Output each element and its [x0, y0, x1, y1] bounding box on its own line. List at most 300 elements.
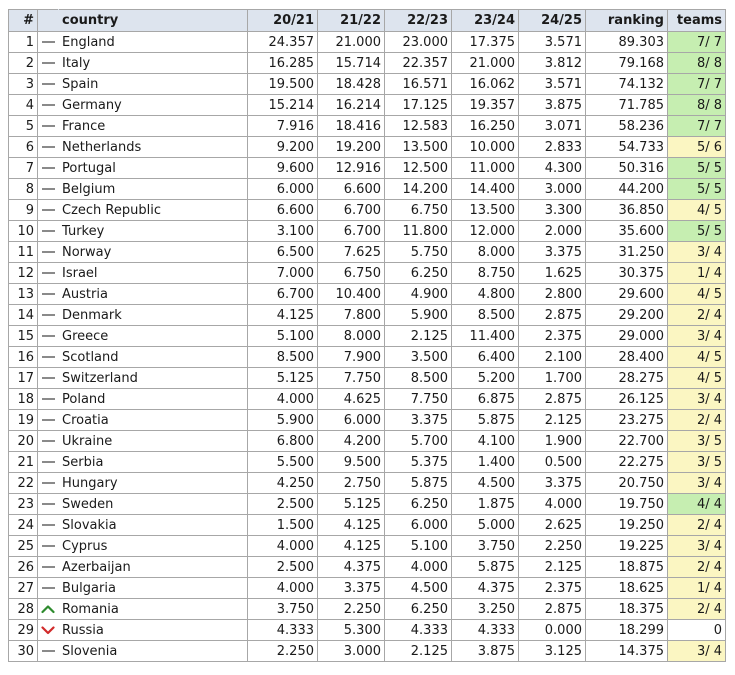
teams-cell: 8/ 8 — [668, 53, 726, 74]
unchanged-dash-icon — [42, 335, 55, 337]
table-row[interactable] — [9, 179, 726, 200]
rank-cell: 14 — [9, 305, 38, 326]
season-score-cell: 6.400 — [452, 347, 519, 368]
season-score-cell: 16.250 — [452, 116, 519, 137]
season-score-cell: 12.916 — [318, 158, 385, 179]
unchanged-dash-icon — [42, 524, 55, 526]
season-score-cell: 3.571 — [519, 32, 586, 53]
season-score-cell: 16.571 — [385, 74, 452, 95]
season-score-cell: 3.125 — [519, 641, 586, 662]
header-season-2223[interactable]: 22/23 — [385, 10, 452, 32]
ranking-cell: 89.303 — [586, 32, 668, 53]
season-score-cell: 6.250 — [385, 494, 452, 515]
season-score-cell: 3.000 — [519, 179, 586, 200]
header-teams[interactable]: teams — [668, 10, 726, 32]
table-body — [9, 32, 726, 662]
season-score-cell: 13.500 — [452, 200, 519, 221]
unchanged-dash-icon — [42, 293, 55, 295]
season-score-cell: 7.900 — [318, 347, 385, 368]
season-score-cell: 6.875 — [452, 389, 519, 410]
season-score-cell: 6.750 — [385, 200, 452, 221]
country-cell[interactable]: Romania — [59, 599, 248, 620]
rank-cell: 30 — [9, 641, 38, 662]
teams-cell: 2/ 4 — [668, 599, 726, 620]
rank-cell: 9 — [9, 200, 38, 221]
table-row[interactable] — [9, 200, 726, 221]
season-score-cell: 18.428 — [318, 74, 385, 95]
season-score-cell: 6.000 — [318, 410, 385, 431]
country-cell[interactable]: Czech Republic — [59, 200, 248, 221]
season-score-cell: 8.750 — [452, 263, 519, 284]
season-score-cell: 11.800 — [385, 221, 452, 242]
season-score-cell: 7.000 — [248, 263, 318, 284]
trend-cell — [38, 494, 59, 515]
season-score-cell: 3.250 — [452, 599, 519, 620]
season-score-cell: 6.800 — [248, 431, 318, 452]
rank-cell: 4 — [9, 95, 38, 116]
teams-cell: 2/ 4 — [668, 515, 726, 536]
season-score-cell: 6.700 — [318, 221, 385, 242]
season-score-cell: 6.600 — [248, 200, 318, 221]
ranking-cell: 20.750 — [586, 473, 668, 494]
teams-cell: 5/ 5 — [668, 221, 726, 242]
season-score-cell: 12.000 — [452, 221, 519, 242]
season-score-cell: 2.500 — [248, 557, 318, 578]
season-score-cell: 4.125 — [248, 305, 318, 326]
season-score-cell: 4.125 — [318, 536, 385, 557]
country-cell[interactable]: Bulgaria — [59, 578, 248, 599]
ranking-cell: 19.250 — [586, 515, 668, 536]
teams-cell: 3/ 5 — [668, 431, 726, 452]
rank-cell: 21 — [9, 452, 38, 473]
season-score-cell: 4.500 — [452, 473, 519, 494]
unchanged-dash-icon — [42, 314, 55, 316]
table-row[interactable] — [9, 305, 726, 326]
season-score-cell: 9.600 — [248, 158, 318, 179]
rank-cell: 24 — [9, 515, 38, 536]
season-score-cell: 3.500 — [385, 347, 452, 368]
unchanged-dash-icon — [42, 83, 55, 85]
season-score-cell: 4.000 — [248, 536, 318, 557]
season-score-cell: 17.125 — [385, 95, 452, 116]
season-score-cell: 5.100 — [248, 326, 318, 347]
season-score-cell: 2.000 — [519, 221, 586, 242]
rank-cell: 22 — [9, 473, 38, 494]
season-score-cell: 10.400 — [318, 284, 385, 305]
country-cell[interactable]: Portugal — [59, 158, 248, 179]
season-score-cell: 4.000 — [248, 389, 318, 410]
country-cell[interactable]: Ukraine — [59, 431, 248, 452]
ranking-cell: 29.000 — [586, 326, 668, 347]
season-score-cell: 8.000 — [318, 326, 385, 347]
teams-cell: 8/ 8 — [668, 95, 726, 116]
country-cell[interactable]: Denmark — [59, 305, 248, 326]
season-score-cell: 4.000 — [385, 557, 452, 578]
teams-cell: 4/ 4 — [668, 494, 726, 515]
trend-cell — [38, 116, 59, 137]
season-score-cell: 4.200 — [318, 431, 385, 452]
header-season-2021[interactable]: 20/21 — [248, 10, 318, 32]
season-score-cell: 19.200 — [318, 137, 385, 158]
country-cell[interactable]: Austria — [59, 284, 248, 305]
season-score-cell: 7.800 — [318, 305, 385, 326]
table-row[interactable] — [9, 494, 726, 515]
season-score-cell: 3.875 — [452, 641, 519, 662]
season-score-cell: 4.333 — [248, 620, 318, 641]
ranking-cell: 54.733 — [586, 137, 668, 158]
season-score-cell: 9.200 — [248, 137, 318, 158]
season-score-cell: 8.000 — [452, 242, 519, 263]
season-score-cell: 8.500 — [452, 305, 519, 326]
header-country[interactable]: country — [59, 10, 248, 32]
season-score-cell: 8.500 — [385, 368, 452, 389]
country-cell[interactable]: Croatia — [59, 410, 248, 431]
ranking-cell: 18.875 — [586, 557, 668, 578]
trend-cell — [38, 32, 59, 53]
season-score-cell: 1.400 — [452, 452, 519, 473]
country-cell[interactable]: Spain — [59, 74, 248, 95]
season-score-cell: 3.571 — [519, 74, 586, 95]
country-cell[interactable]: Slovakia — [59, 515, 248, 536]
season-score-cell: 1.900 — [519, 431, 586, 452]
table-row[interactable] — [9, 515, 726, 536]
season-score-cell: 2.500 — [248, 494, 318, 515]
season-score-cell: 2.875 — [519, 389, 586, 410]
trend-cell — [38, 557, 59, 578]
rank-cell: 12 — [9, 263, 38, 284]
table-row[interactable] — [9, 221, 726, 242]
ranking-cell: 22.275 — [586, 452, 668, 473]
ranking-cell: 35.600 — [586, 221, 668, 242]
season-score-cell: 2.375 — [519, 578, 586, 599]
table-row[interactable] — [9, 53, 726, 74]
table-row[interactable] — [9, 74, 726, 95]
table-row[interactable] — [9, 389, 726, 410]
ranking-cell: 14.375 — [586, 641, 668, 662]
unchanged-dash-icon — [42, 125, 55, 127]
trend-cell — [38, 284, 59, 305]
season-score-cell: 5.900 — [385, 305, 452, 326]
season-score-cell: 15.214 — [248, 95, 318, 116]
trend-cell — [38, 599, 59, 620]
season-score-cell: 7.625 — [318, 242, 385, 263]
season-score-cell: 2.375 — [519, 326, 586, 347]
season-score-cell: 2.250 — [248, 641, 318, 662]
country-cell[interactable]: France — [59, 116, 248, 137]
season-score-cell: 5.200 — [452, 368, 519, 389]
teams-cell: 2/ 4 — [668, 305, 726, 326]
ranking-cell: 18.299 — [586, 620, 668, 641]
ranking-cell: 28.400 — [586, 347, 668, 368]
season-score-cell: 1.700 — [519, 368, 586, 389]
table-row[interactable] — [9, 32, 726, 53]
unchanged-dash-icon — [42, 146, 55, 148]
season-score-cell: 3.375 — [519, 242, 586, 263]
teams-cell: 2/ 4 — [668, 557, 726, 578]
unchanged-dash-icon — [42, 419, 55, 421]
country-cell[interactable]: Turkey — [59, 221, 248, 242]
trend-cell — [38, 431, 59, 452]
teams-cell: 4/ 5 — [668, 347, 726, 368]
ranking-cell: 50.316 — [586, 158, 668, 179]
season-score-cell: 5.125 — [318, 494, 385, 515]
teams-cell: 3/ 4 — [668, 389, 726, 410]
trend-cell — [38, 452, 59, 473]
season-score-cell: 2.750 — [318, 473, 385, 494]
season-score-cell: 2.100 — [519, 347, 586, 368]
season-score-cell: 4.900 — [385, 284, 452, 305]
season-score-cell: 2.125 — [519, 410, 586, 431]
season-score-cell: 3.375 — [385, 410, 452, 431]
unchanged-dash-icon — [42, 188, 55, 190]
table-row[interactable] — [9, 95, 726, 116]
trend-cell — [38, 368, 59, 389]
trend-cell — [38, 620, 59, 641]
rank-cell: 6 — [9, 137, 38, 158]
season-score-cell: 3.375 — [519, 473, 586, 494]
season-score-cell: 6.700 — [248, 284, 318, 305]
teams-cell: 7/ 7 — [668, 74, 726, 95]
unchanged-dash-icon — [42, 251, 55, 253]
country-cell[interactable]: Slovenia — [59, 641, 248, 662]
rank-cell: 20 — [9, 431, 38, 452]
country-cell[interactable]: Netherlands — [59, 137, 248, 158]
trend-cell — [38, 578, 59, 599]
season-score-cell: 6.250 — [385, 599, 452, 620]
teams-cell: 5/ 5 — [668, 158, 726, 179]
unchanged-dash-icon — [42, 503, 55, 505]
rank-cell: 15 — [9, 326, 38, 347]
trend-cell — [38, 53, 59, 74]
ranking-cell: 31.250 — [586, 242, 668, 263]
season-score-cell: 0.000 — [519, 620, 586, 641]
season-score-cell: 3.071 — [519, 116, 586, 137]
season-score-cell: 4.375 — [318, 557, 385, 578]
rank-cell: 10 — [9, 221, 38, 242]
season-score-cell: 6.000 — [385, 515, 452, 536]
season-score-cell: 4.300 — [519, 158, 586, 179]
teams-cell: 5/ 5 — [668, 179, 726, 200]
table-row[interactable] — [9, 452, 726, 473]
ranking-cell: 19.225 — [586, 536, 668, 557]
season-score-cell: 3.100 — [248, 221, 318, 242]
table-row[interactable] — [9, 326, 726, 347]
header-season-2425[interactable]: 24/25 — [519, 10, 586, 32]
country-cell[interactable]: Scotland — [59, 347, 248, 368]
teams-cell: 5/ 6 — [668, 137, 726, 158]
season-score-cell: 4.500 — [385, 578, 452, 599]
season-score-cell: 3.750 — [248, 599, 318, 620]
header-ranking[interactable]: ranking — [586, 10, 668, 32]
trend-cell — [38, 179, 59, 200]
country-cell[interactable]: Hungary — [59, 473, 248, 494]
season-score-cell: 5.875 — [452, 410, 519, 431]
country-cell[interactable]: Greece — [59, 326, 248, 347]
season-score-cell: 6.600 — [318, 179, 385, 200]
country-cell[interactable]: Norway — [59, 242, 248, 263]
country-cell[interactable]: Israel — [59, 263, 248, 284]
ranking-cell: 26.125 — [586, 389, 668, 410]
country-cell[interactable]: Switzerland — [59, 368, 248, 389]
unchanged-dash-icon — [42, 167, 55, 169]
trend-cell — [38, 263, 59, 284]
country-cell[interactable]: Belgium — [59, 179, 248, 200]
header-season-2324[interactable]: 23/24 — [452, 10, 519, 32]
header-season-2122[interactable]: 21/22 — [318, 10, 385, 32]
season-score-cell: 2.125 — [519, 557, 586, 578]
country-cell[interactable]: Cyprus — [59, 536, 248, 557]
season-score-cell: 4.000 — [248, 578, 318, 599]
table-row[interactable] — [9, 641, 726, 662]
season-score-cell: 6.250 — [385, 263, 452, 284]
season-score-cell: 19.357 — [452, 95, 519, 116]
season-score-cell: 5.000 — [452, 515, 519, 536]
rank-cell: 5 — [9, 116, 38, 137]
season-score-cell: 5.300 — [318, 620, 385, 641]
ranking-cell: 58.236 — [586, 116, 668, 137]
season-score-cell: 2.833 — [519, 137, 586, 158]
season-score-cell: 5.125 — [248, 368, 318, 389]
country-cell[interactable]: England — [59, 32, 248, 53]
table-row[interactable] — [9, 431, 726, 452]
trend-cell — [38, 137, 59, 158]
country-cell[interactable]: Azerbaijan — [59, 557, 248, 578]
ranking-cell: 22.700 — [586, 431, 668, 452]
teams-cell: 0 — [668, 620, 726, 641]
teams-cell: 1/ 4 — [668, 578, 726, 599]
table-row[interactable] — [9, 368, 726, 389]
table-row[interactable] — [9, 410, 726, 431]
rank-cell: 13 — [9, 284, 38, 305]
season-score-cell: 14.200 — [385, 179, 452, 200]
trend-cell — [38, 641, 59, 662]
table-row[interactable] — [9, 620, 726, 641]
teams-cell: 4/ 5 — [668, 284, 726, 305]
unchanged-dash-icon — [42, 62, 55, 64]
ranking-cell: 28.275 — [586, 368, 668, 389]
country-cell[interactable]: Sweden — [59, 494, 248, 515]
season-score-cell: 3.375 — [318, 578, 385, 599]
trend-cell — [38, 473, 59, 494]
table-row[interactable] — [9, 137, 726, 158]
season-score-cell: 9.500 — [318, 452, 385, 473]
unchanged-dash-icon — [42, 230, 55, 232]
season-score-cell: 10.000 — [452, 137, 519, 158]
ranking-cell: 23.275 — [586, 410, 668, 431]
season-score-cell: 5.875 — [452, 557, 519, 578]
season-score-cell: 19.500 — [248, 74, 318, 95]
ranking-cell: 18.625 — [586, 578, 668, 599]
rank-cell: 26 — [9, 557, 38, 578]
table-row[interactable] — [9, 347, 726, 368]
season-score-cell: 1.625 — [519, 263, 586, 284]
season-score-cell: 3.750 — [452, 536, 519, 557]
season-score-cell: 6.000 — [248, 179, 318, 200]
unchanged-dash-icon — [42, 377, 55, 379]
trend-cell — [38, 95, 59, 116]
table-row[interactable] — [9, 263, 726, 284]
season-score-cell: 8.500 — [248, 347, 318, 368]
country-cell[interactable]: Poland — [59, 389, 248, 410]
unchanged-dash-icon — [42, 440, 55, 442]
ranking-cell: 71.785 — [586, 95, 668, 116]
table-row[interactable] — [9, 536, 726, 557]
ranking-table-container — [8, 9, 726, 662]
season-score-cell: 15.714 — [318, 53, 385, 74]
season-score-cell: 13.500 — [385, 137, 452, 158]
country-cell[interactable]: Germany — [59, 95, 248, 116]
season-score-cell: 21.000 — [452, 53, 519, 74]
season-score-cell: 18.416 — [318, 116, 385, 137]
trend-cell — [38, 515, 59, 536]
teams-cell: 7/ 7 — [668, 32, 726, 53]
table-row[interactable] — [9, 116, 726, 137]
rank-cell: 29 — [9, 620, 38, 641]
season-score-cell: 4.800 — [452, 284, 519, 305]
unchanged-dash-icon — [42, 650, 55, 652]
country-cell[interactable]: Italy — [59, 53, 248, 74]
teams-cell: 4/ 5 — [668, 368, 726, 389]
ranking-cell: 36.850 — [586, 200, 668, 221]
rank-cell: 19 — [9, 410, 38, 431]
table-row[interactable] — [9, 557, 726, 578]
ranking-cell: 79.168 — [586, 53, 668, 74]
table-header-row — [9, 10, 726, 32]
trend-cell — [38, 242, 59, 263]
trend-cell — [38, 389, 59, 410]
trend-cell — [38, 200, 59, 221]
teams-cell: 4/ 5 — [668, 200, 726, 221]
table-row[interactable] — [9, 158, 726, 179]
season-score-cell: 3.000 — [318, 641, 385, 662]
ranking-cell: 29.200 — [586, 305, 668, 326]
trend-cell — [38, 347, 59, 368]
season-score-cell: 2.250 — [318, 599, 385, 620]
season-score-cell: 23.000 — [385, 32, 452, 53]
teams-cell: 3/ 4 — [668, 326, 726, 347]
season-score-cell: 7.750 — [385, 389, 452, 410]
unchanged-dash-icon — [42, 209, 55, 211]
rank-cell: 18 — [9, 389, 38, 410]
season-score-cell: 16.062 — [452, 74, 519, 95]
season-score-cell: 1.500 — [248, 515, 318, 536]
country-cell[interactable]: Serbia — [59, 452, 248, 473]
table-row[interactable] — [9, 242, 726, 263]
ranking-cell: 30.375 — [586, 263, 668, 284]
table-row[interactable] — [9, 473, 726, 494]
season-score-cell: 4.333 — [385, 620, 452, 641]
season-score-cell: 22.357 — [385, 53, 452, 74]
country-cell[interactable]: Russia — [59, 620, 248, 641]
trend-cell — [38, 410, 59, 431]
country-ranking-table — [8, 9, 726, 662]
table-row[interactable] — [9, 284, 726, 305]
header-rank[interactable]: # — [9, 10, 38, 32]
unchanged-dash-icon — [42, 587, 55, 589]
ranking-cell: 19.750 — [586, 494, 668, 515]
table-row[interactable] — [9, 599, 726, 620]
table-row[interactable] — [9, 578, 726, 599]
ranking-cell: 29.600 — [586, 284, 668, 305]
header-trend — [38, 10, 59, 32]
season-score-cell: 21.000 — [318, 32, 385, 53]
season-score-cell: 3.300 — [519, 200, 586, 221]
trend-up-icon — [41, 604, 55, 614]
season-score-cell: 2.875 — [519, 599, 586, 620]
rank-cell: 27 — [9, 578, 38, 599]
unchanged-dash-icon — [42, 41, 55, 43]
trend-down-icon — [41, 625, 55, 635]
